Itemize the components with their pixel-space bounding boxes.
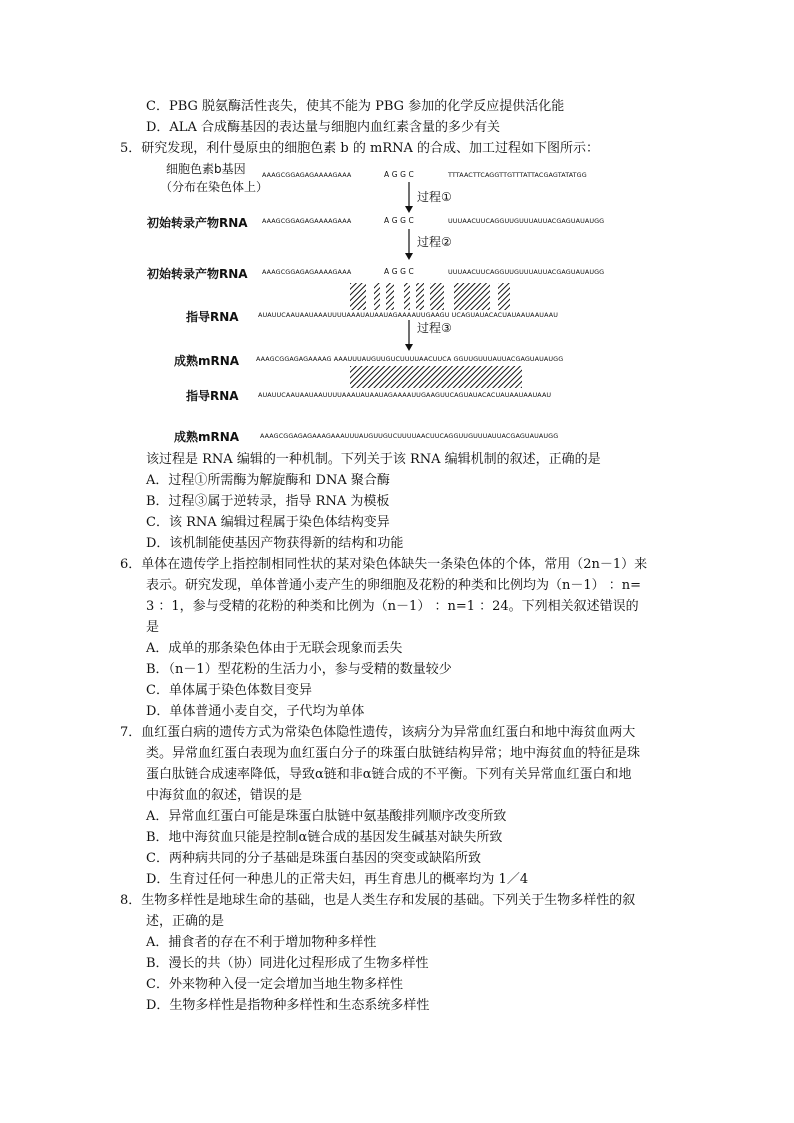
q6-stem-line-4: 是	[146, 620, 160, 635]
mature-mrna2-seq: AAAGCGGAGAGAAAGAAAUUUAUGUUGUCUUUUAACUUCAGGUUGUUUAUUACGAGUAUAUGG	[260, 432, 559, 440]
pre-rna-seq-left: AAAGCGGAGAGAAAAGAAA	[262, 217, 352, 225]
q8-option-a: A．捕食者的存在不利于增加物种多样性	[146, 935, 377, 950]
q6-option-d: D．单体普通小麦自交，子代均为单体	[146, 704, 365, 719]
q8-stem-line-2: 述，正确的是	[146, 914, 225, 929]
pre-rna-label: 初始转录产物RNA	[147, 216, 248, 230]
base-pairing-hatch	[350, 366, 530, 390]
mature-mrna-label-2: 成熟mRNA	[174, 430, 240, 444]
mature-mrna-seq: AAAGCGGAGAGAAAAG AAAUUUAUGUUGUCUUUUAACUUCA GGUUGUUUAUUACGAGUAUAUGG	[256, 355, 564, 363]
q5-option-b: B．过程③属于逆转录，指导 RNA 为模板	[146, 494, 390, 509]
q6-stem-line-3: 3 ：1，参与受精的花粉的种类和比例为（n－1） ：n=1 ：24。下列相关叙述错误的	[146, 599, 639, 614]
process-1-label: 过程①	[417, 190, 452, 204]
process-3-label: 过程③	[417, 321, 452, 335]
q5-option-a: A．过程①所需酶为解旋酶和 DNA 聚合酶	[146, 473, 390, 488]
q4-option-c: C．PBG 脱氨酶活性丧失，使其不能为 PBG 参加的化学反应提供活化能	[146, 99, 565, 114]
arrow-down-icon	[404, 320, 414, 352]
pre-rna-label-2: 初始转录产物RNA	[147, 267, 248, 281]
gene-seq-mid: A G G C	[384, 170, 414, 179]
q6-option-a: A．成单的那条染色体由于无联会现象而丢失	[146, 641, 403, 656]
arrow-down-icon	[404, 182, 414, 214]
q6-option-c: C．单体属于染色体数目变异	[146, 683, 312, 698]
base-pairing-hatch	[350, 283, 530, 311]
q7-stem-line-2: 类。异常血红蛋白表现为血红蛋白分子的珠蛋白肽链结构异常；地中海贫血的特征是珠	[146, 746, 641, 761]
gene-label: 细胞色素b基因	[166, 162, 246, 176]
gene-label-location: （分布在染色体上）	[160, 180, 269, 194]
q5-stem: 5．研究发现，利什曼原虫的细胞色素 b 的 mRNA 的合成、加工过程如下图所示：	[120, 141, 600, 156]
pre-rna-seq-mid: A G G C	[384, 216, 414, 225]
q7-option-d: D．生育过任何一种患儿的正常夫妇，再生育患儿的概率均为 1／4	[146, 872, 529, 887]
process-2-label: 过程②	[417, 235, 452, 249]
q8-option-d: D．生物多样性是指物种多样性和生态系统多样性	[146, 998, 430, 1013]
q5-question: 该过程是 RNA 编辑的一种机制。下列关于该 RNA 编辑机制的叙述，正确的是	[146, 452, 601, 467]
guide-rna-label-2: 指导RNA	[186, 389, 239, 403]
q7-option-c: C．两种病共同的分子基础是珠蛋白基因的突变或缺陷所致	[146, 851, 481, 866]
q5-option-d: D．该机制能使基因产物获得新的结构和功能	[146, 536, 404, 551]
arrow-down-icon	[404, 229, 414, 261]
q7-stem-line-3: 蛋白肽链合成速率降低，导致α链和非α链合成的不平衡。下列有关异常血红蛋白和地	[146, 767, 632, 782]
pre-rna2-seq-mid: A G G C	[384, 267, 414, 276]
q8-option-c: C．外来物种入侵一定会增加当地生物多样性	[146, 977, 403, 992]
q7-option-a: A．异常血红蛋白可能是珠蛋白肽链中氨基酸排列顺序改变所致	[146, 809, 507, 824]
pre-rna2-seq-right: UUUAACUUCAGGUUGUUUAUUACGAGUAUAUGG	[448, 268, 605, 276]
q5-option-c: C．该 RNA 编辑过程属于染色体结构变异	[146, 515, 390, 530]
gene-seq-left: AAAGCGGAGAGAAAAGAAA	[262, 171, 352, 179]
gene-seq-right: TTTAACTTCAGGTTGTTTATTACGAGTATATGG	[448, 171, 587, 179]
guide-rna-seq: AUAUUCAAUAAUAAAUUUUAAAUAUAAUAGAAAAUUGAAGU UCAGUAUACACUAUAAUAAUAAU	[258, 311, 558, 319]
pre-rna-seq-right: UUUAACUUCAGGUUGUUUAUUACGAGUAUAUGG	[448, 217, 605, 225]
q7-stem-line-4: 中海贫血的叙述，错误的是	[146, 788, 303, 803]
q4-option-d: D．ALA 合成酶基因的表达量与细胞内血红素含量的多少有关	[146, 120, 500, 135]
q7-stem-line-1: 7．血红蛋白病的遗传方式为常染色体隐性遗传，该病分为异常血红蛋白和地中海贫血两大	[120, 725, 636, 740]
guide-rna-label: 指导RNA	[186, 310, 239, 324]
mature-mrna-label: 成熟mRNA	[174, 354, 240, 368]
q6-stem-line-1: 6．单体在遗传学上指控制相同性状的某对染色体缺失一条染色体的个体，常用（2n－1）来	[120, 557, 648, 572]
q8-stem-line-1: 8．生物多样性是地球生命的基础，也是人类生存和发展的基础。下列关于生物多样性的叙	[120, 893, 636, 908]
q6-option-b: B．（n－1）型花粉的生活力小，参与受精的数量较少	[146, 662, 452, 677]
q7-option-b: B．地中海贫血只能是控制α链合成的基因发生碱基对缺失所致	[146, 830, 503, 845]
pre-rna2-seq-left: AAAGCGGAGAGAAAAGAAA	[262, 268, 352, 276]
q6-stem-line-2: 表示。研究发现，单体普通小麦产生的卵细胞及花粉的种类和比例均为（n－1） ：n=	[146, 578, 642, 593]
q8-option-b: B．漫长的共（协）同进化过程形成了生物多样性	[146, 956, 429, 971]
guide-rna2-seq: AUAUUCAAUAAUAAUUUUAAAUAUAAUAGAAAAUUGAAGUUCAGUAUACACUAUAAUAAUAAU	[258, 391, 552, 399]
